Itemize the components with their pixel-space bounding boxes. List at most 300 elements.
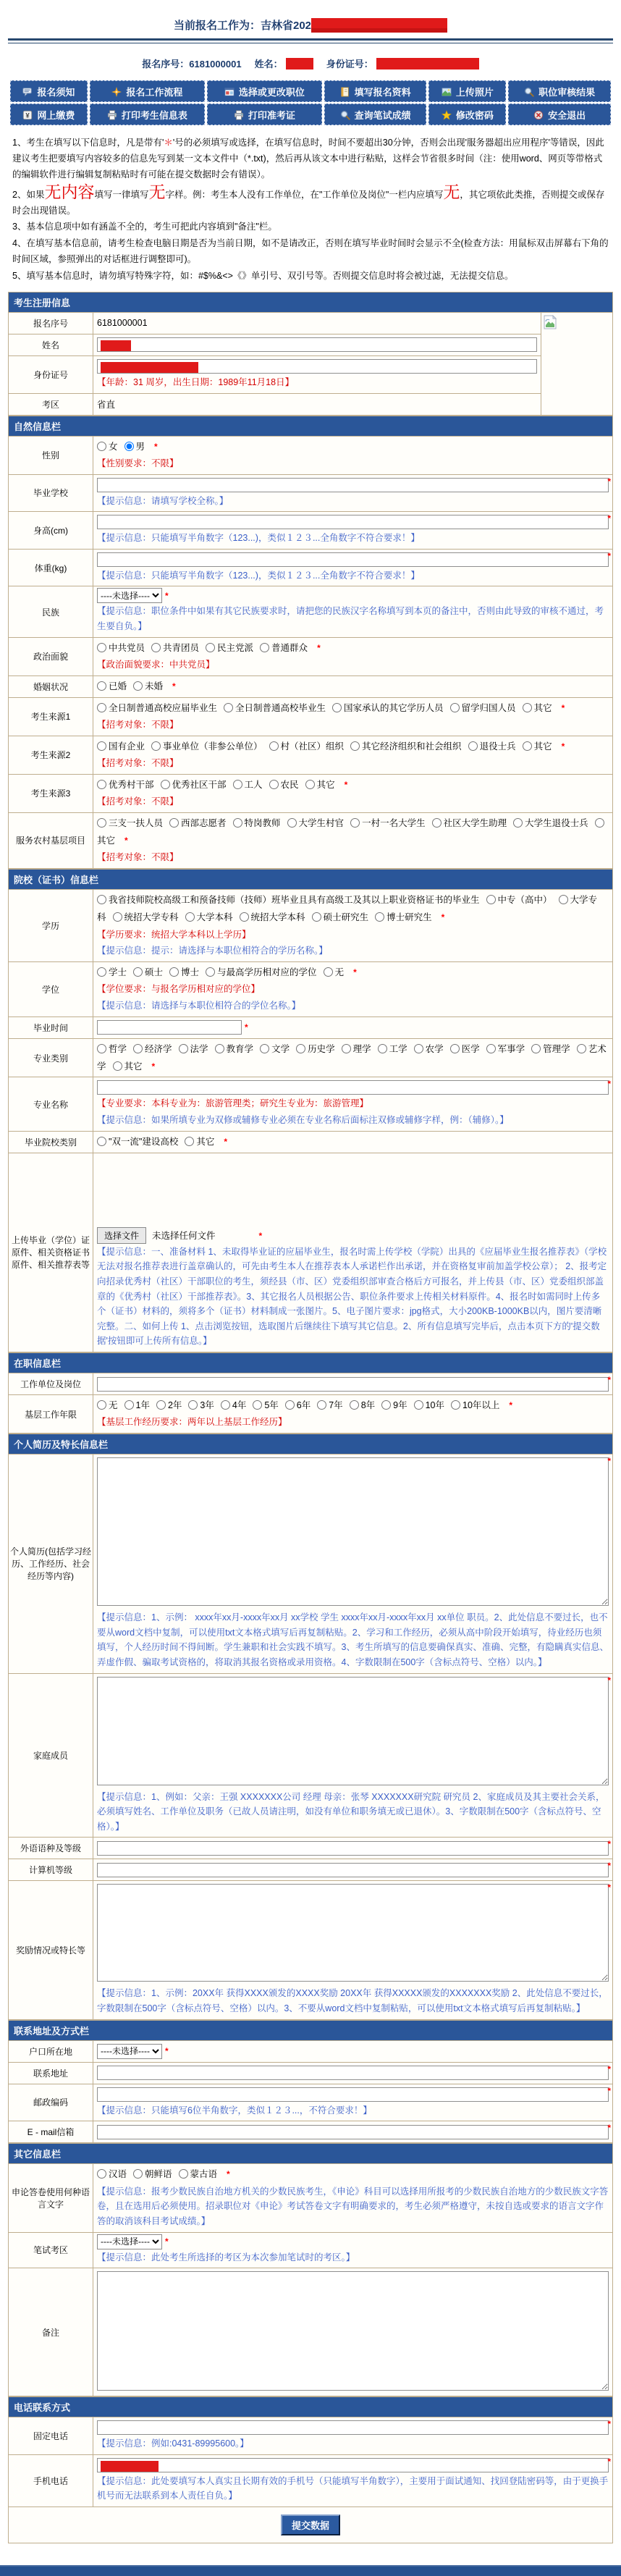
form-row — [9, 1373, 613, 1395]
field-hint: 【基层工作经历要求：两年以上基层工作经历】 — [97, 1417, 287, 1428]
radio-input[interactable] — [179, 1044, 188, 1053]
radio-input[interactable] — [206, 643, 215, 652]
radio-input[interactable] — [595, 818, 604, 828]
nav-row — [10, 104, 611, 125]
required-asterisk: * — [509, 1400, 513, 1410]
radio-option[interactable] — [468, 741, 516, 752]
radio-option[interactable] — [169, 818, 227, 828]
nav-print-ticket[interactable] — [207, 104, 322, 125]
field-label: 服务农村基层项目 — [9, 812, 93, 868]
radio-group — [97, 643, 314, 653]
yen-icon — [22, 110, 33, 121]
radio-label: 退役士兵 — [479, 741, 516, 752]
field-cell — [93, 962, 613, 1017]
radio-option[interactable] — [97, 442, 118, 452]
radio-input[interactable] — [161, 780, 170, 789]
form-row — [9, 2268, 613, 2396]
radio-input[interactable] — [97, 1400, 106, 1410]
radio-label: 西部志愿者 — [181, 817, 227, 828]
field-hint: 【提示信息：例如:0431-89995600。】 — [97, 2438, 249, 2449]
form-row — [9, 312, 613, 334]
field-label: 申论答卷使用何种语言文字 — [9, 2164, 93, 2232]
radio-input[interactable] — [224, 703, 233, 712]
radio-option[interactable] — [161, 780, 227, 790]
radio-input[interactable] — [350, 1400, 359, 1410]
radio-option[interactable] — [179, 2169, 218, 2179]
radio-input[interactable] — [156, 1400, 166, 1410]
radio-input[interactable] — [233, 780, 242, 789]
input-wrap — [97, 515, 609, 529]
radio-group — [97, 967, 350, 977]
radio-option[interactable] — [185, 1137, 214, 1147]
radio-label: 蒙古语 — [190, 2169, 218, 2180]
photo-placeholder — [541, 312, 613, 415]
radio-input[interactable] — [296, 1044, 305, 1053]
input-wrap — [97, 337, 537, 352]
radio-option[interactable] — [269, 741, 345, 752]
radio-input[interactable] — [97, 681, 106, 691]
redaction-block — [101, 362, 198, 373]
form-row — [9, 2040, 613, 2062]
radio-option[interactable] — [324, 967, 345, 977]
field-cell — [93, 2164, 613, 2232]
instruction-text: 字样。例：考生本人没有工作单位，在"工作单位及岗位"一栏内应填写 — [165, 189, 444, 200]
text-input[interactable] — [97, 1020, 242, 1035]
radio-label: 管理学 — [543, 1043, 570, 1054]
radio-input[interactable] — [97, 780, 106, 789]
instruction-text: '号的必须填写或选择，在填写信息时，时间不要超出30分钟，否则会出现'服务器超出应用程序'等错误，因此建议考生把要填写内容较多的信息先写到某一文本文件中（*.txt)，然后再从该文本中进行粘贴，这样会节省很多时间（注：使用word、网页等带格式的编辑软件进行编辑复制粘贴时有可能在提交数据时会有错误）。 — [12, 138, 604, 180]
radio-input[interactable] — [240, 912, 249, 922]
radio-input[interactable] — [253, 1400, 262, 1410]
field-hint: 【学历要求：统招大学本科以上学历】 — [97, 929, 251, 940]
radio-input[interactable] — [97, 1137, 106, 1146]
radio-group — [97, 818, 607, 846]
required-asterisk: * — [151, 1061, 156, 1072]
field-hint: 【招考对象：不限】 — [97, 796, 179, 807]
radio-input[interactable] — [269, 780, 279, 789]
text-input[interactable] — [97, 2087, 609, 2102]
radio-option[interactable] — [296, 1044, 335, 1054]
required-asterisk: * — [607, 1882, 611, 1893]
field-label: 笔试考区 — [9, 2232, 93, 2268]
radio-option[interactable] — [179, 1044, 208, 1054]
field-hint: 【提示信息：1、示例： xxxx年xx月-xxxx年xx月 xx学校 学生 xxxx年xx月-xxxx年xx月 xx单位 职员。2、此处信息不要过长，也不要从word文档中复制，可以使用txt文本格式填写后再复制粘贴。2、学习和工作经历，必须从高中阶段开始填写，待业经历也须填写，个人经历时间不得间断。学生兼职和社会实践不填写。3、考生所填写的信息要确保真实、准确、完整，有隐瞒真实信息、弄虚作假、骗取考试资格的，将取消其报名资格或录用资格。4、字数限制在500字（含标点符号、空格）以内。】 — [97, 1612, 609, 1667]
text-input[interactable] — [97, 552, 609, 567]
radio-label: 硕士 — [145, 967, 164, 977]
radio-input[interactable] — [97, 818, 106, 828]
nav-query-score[interactable] — [324, 104, 427, 125]
radio-label: 9年 — [393, 1400, 407, 1410]
text-input[interactable] — [97, 478, 609, 492]
radio-option[interactable] — [531, 1044, 570, 1054]
radio-input[interactable] — [312, 912, 321, 922]
radio-input[interactable] — [317, 1400, 326, 1410]
radio-input[interactable] — [206, 967, 215, 977]
form-row — [9, 2084, 613, 2121]
textarea-input[interactable] — [97, 1884, 609, 1982]
radio-option[interactable] — [523, 741, 552, 752]
radio-option[interactable] — [381, 1400, 407, 1410]
radio-input[interactable] — [151, 643, 161, 652]
radio-option[interactable] — [350, 1400, 375, 1410]
radio-input[interactable] — [577, 1044, 586, 1053]
radio-label: 理学 — [352, 1043, 371, 1054]
textarea-input[interactable] — [97, 1457, 609, 1606]
radio-input[interactable] — [513, 818, 523, 828]
radio-option[interactable] — [233, 818, 281, 828]
radio-input[interactable] — [523, 703, 532, 712]
field-hint: 【性别要求：不限】 — [97, 458, 179, 468]
radio-group — [97, 780, 342, 790]
radio-input[interactable] — [97, 895, 106, 904]
radio-input[interactable] — [285, 1400, 295, 1410]
radio-option[interactable] — [221, 1400, 246, 1410]
radio-option[interactable] — [378, 1044, 407, 1054]
text-input[interactable] — [97, 1863, 609, 1877]
radio-input[interactable] — [432, 818, 442, 828]
section-header: 其它信息栏 — [9, 2144, 613, 2164]
radio-input[interactable] — [375, 912, 384, 922]
form-section-body — [9, 292, 613, 415]
form-row — [9, 2454, 613, 2506]
radio-input[interactable] — [185, 912, 195, 922]
radio-option[interactable] — [414, 1044, 444, 1054]
radio-option[interactable] — [133, 681, 163, 691]
text-input[interactable] — [97, 2458, 609, 2472]
input-wrap — [97, 1020, 242, 1035]
nav-label: 修改密码 — [455, 109, 494, 121]
radio-option[interactable] — [156, 1400, 182, 1410]
radio-option[interactable] — [133, 967, 163, 977]
nav-change-password[interactable] — [428, 104, 506, 125]
radio-label: 全日制普通高校毕业生 — [235, 702, 326, 713]
radio-input[interactable] — [381, 1400, 391, 1410]
file-status-text: 未选择任何文件 — [152, 1230, 216, 1241]
text-input[interactable] — [97, 1841, 609, 1856]
nav-menu — [8, 79, 613, 127]
radio-option[interactable] — [97, 780, 154, 790]
radio-option[interactable] — [97, 1044, 127, 1054]
radio-option[interactable] — [188, 1400, 214, 1410]
radio-label: 汉语 — [109, 2169, 127, 2180]
field-cell — [93, 1131, 613, 1153]
redaction-block — [101, 2461, 159, 2472]
nav-fill-info[interactable] — [324, 80, 427, 102]
radio-input[interactable] — [97, 442, 106, 451]
radio-option[interactable] — [97, 681, 127, 691]
radio-input[interactable] — [559, 895, 568, 904]
radio-option[interactable] — [151, 741, 263, 752]
nav-audit-result[interactable] — [508, 80, 611, 102]
radio-option[interactable] — [224, 703, 326, 713]
radio-option[interactable] — [97, 2169, 127, 2179]
radio-input[interactable] — [113, 912, 122, 922]
speech-bubble-icon — [22, 87, 33, 98]
text-input[interactable] — [97, 337, 537, 352]
nav-label: 查询笔试成绩 — [354, 109, 411, 121]
input-wrap — [97, 2087, 609, 2102]
radio-input[interactable] — [179, 2169, 188, 2179]
field-label: 个人简历(包括学习经历、工作经历、社会经历等内容) — [9, 1455, 93, 1674]
required-asterisk: * — [607, 1375, 611, 1385]
radio-input[interactable] — [233, 818, 242, 828]
radio-option[interactable] — [169, 967, 199, 977]
radio-option[interactable] — [285, 1400, 310, 1410]
radio-input[interactable] — [97, 967, 106, 977]
radio-option[interactable] — [124, 1400, 150, 1410]
radio-option[interactable] — [260, 1044, 290, 1054]
section-header-row — [9, 416, 613, 436]
nav-label: 职位审核结果 — [538, 86, 596, 98]
radio-option[interactable] — [486, 895, 552, 905]
radio-label: 三支一扶人员 — [109, 817, 164, 828]
radio-label: 优秀村干部 — [109, 779, 154, 790]
required-asterisk: * — [607, 1456, 611, 1466]
radio-option[interactable] — [124, 442, 145, 452]
radio-option[interactable] — [350, 818, 426, 828]
page-title — [8, 17, 613, 33]
radio-label: 大学专科 — [97, 895, 598, 923]
radio-label: 大学本科 — [196, 912, 233, 923]
radio-option[interactable] — [450, 1044, 480, 1054]
field-label: 身份证号 — [9, 355, 93, 393]
radio-option[interactable] — [287, 818, 345, 828]
textarea-input[interactable] — [97, 1677, 609, 1785]
radio-option[interactable] — [305, 780, 335, 790]
radio-option[interactable] — [332, 703, 444, 713]
reg-no-value: 6181000001 — [189, 59, 242, 70]
radio-input[interactable] — [133, 681, 143, 691]
radio-option[interactable] — [260, 643, 308, 653]
text-input[interactable] — [97, 2125, 609, 2139]
svg-text:¥: ¥ — [25, 111, 30, 119]
radio-option[interactable] — [151, 643, 199, 653]
radio-option[interactable] — [342, 1044, 371, 1054]
redaction-block — [286, 58, 313, 70]
radio-input[interactable] — [151, 741, 161, 751]
radio-input[interactable] — [97, 703, 106, 712]
field-cell — [93, 2084, 613, 2121]
radio-label: 事业单位（非参公单位） — [163, 741, 263, 752]
radio-input[interactable] — [215, 1044, 224, 1053]
radio-input[interactable] — [450, 1044, 460, 1053]
radio-option[interactable] — [206, 643, 253, 653]
text-input[interactable] — [97, 2420, 609, 2435]
nav-label: 安全退出 — [548, 109, 586, 121]
form-row — [9, 436, 613, 474]
radio-input[interactable] — [414, 1400, 423, 1410]
radio-option[interactable] — [97, 895, 480, 905]
input-wrap — [97, 359, 537, 374]
radio-label: 其它 — [533, 741, 552, 752]
required-asterisk: * — [165, 2046, 169, 2057]
field-cell — [93, 1673, 613, 1838]
radio-option[interactable] — [317, 1400, 342, 1410]
nav-row — [10, 80, 611, 102]
radio-option[interactable] — [513, 818, 588, 828]
radio-option[interactable] — [240, 912, 305, 922]
radio-input[interactable] — [260, 643, 269, 652]
candidate-info-line — [8, 56, 613, 70]
footer-bar — [0, 2565, 621, 2576]
field-cell — [93, 1016, 613, 1038]
required-asterisk: * — [258, 1230, 263, 1241]
field-label: 性别 — [9, 436, 93, 474]
radio-input[interactable] — [188, 1400, 198, 1410]
radio-option[interactable] — [523, 703, 552, 713]
radio-input[interactable] — [451, 1400, 460, 1410]
radio-option[interactable] — [450, 703, 516, 713]
dropdown[interactable] — [97, 2234, 162, 2249]
required-asterisk: * — [607, 2123, 611, 2134]
radio-input[interactable] — [97, 643, 106, 652]
required-asterisk: * — [607, 1675, 611, 1685]
radio-option[interactable] — [133, 2169, 172, 2179]
radio-input[interactable] — [450, 703, 460, 712]
radio-input[interactable] — [531, 1044, 541, 1053]
nav-notice[interactable] — [10, 80, 88, 102]
radio-option[interactable] — [451, 1400, 499, 1410]
radio-option[interactable] — [269, 780, 299, 790]
radio-input[interactable] — [468, 741, 478, 751]
radio-option[interactable] — [253, 1400, 278, 1410]
nav-upload-photo[interactable] — [428, 80, 506, 102]
radio-input[interactable] — [324, 967, 333, 977]
radio-option[interactable] — [97, 818, 163, 828]
field-cell — [93, 2454, 613, 2506]
radio-input[interactable] — [523, 741, 532, 751]
nav-online-pay[interactable] — [10, 104, 88, 125]
text-input[interactable] — [97, 1080, 609, 1095]
nav-print-info-form[interactable] — [90, 104, 205, 125]
radio-option[interactable] — [312, 912, 369, 922]
radio-input[interactable] — [350, 818, 360, 828]
radio-input[interactable] — [486, 1044, 496, 1053]
field-hint: 【年龄：31 周岁，出生日期：1989年11月18日】 — [97, 376, 295, 387]
field-label: 工作单位及岗位 — [9, 1373, 93, 1395]
required-asterisk: * — [607, 2419, 611, 2430]
radio-option[interactable] — [215, 1044, 254, 1054]
form-row — [9, 1838, 613, 1859]
field-cell — [93, 512, 613, 550]
radio-input[interactable] — [97, 741, 106, 751]
radio-input[interactable] — [133, 967, 143, 977]
nav-safe-logout[interactable] — [508, 104, 611, 125]
radio-input[interactable] — [169, 818, 179, 828]
radio-option[interactable] — [414, 1400, 444, 1410]
radio-input[interactable] — [169, 967, 179, 977]
section-header-row — [9, 1353, 613, 1373]
required-asterisk: * — [245, 1022, 248, 1033]
nav-choose-position[interactable] — [207, 80, 322, 102]
radio-option[interactable] — [97, 967, 127, 977]
radio-option[interactable] — [233, 780, 263, 790]
radio-input[interactable] — [332, 703, 342, 712]
radio-option[interactable] — [97, 703, 217, 713]
radio-option[interactable] — [432, 818, 507, 828]
choose-file-button[interactable]: 选择文件 — [97, 1227, 146, 1244]
radio-input[interactable] — [269, 741, 279, 751]
dropdown[interactable] — [97, 588, 162, 603]
form-row — [9, 586, 613, 637]
radio-label: 3年 — [200, 1400, 214, 1410]
radio-option[interactable] — [113, 912, 179, 922]
radio-option[interactable] — [185, 912, 233, 922]
textarea-input[interactable] — [97, 2271, 609, 2391]
radio-input[interactable] — [486, 895, 496, 904]
section-header-row — [9, 2144, 613, 2164]
radio-option[interactable] — [206, 967, 317, 977]
radio-input[interactable] — [305, 780, 315, 789]
radio-label: 其它经济组织和社会组织 — [362, 741, 462, 752]
notebook-icon — [340, 87, 350, 98]
nav-label: 报名工作流程 — [126, 86, 183, 98]
radio-input[interactable] — [97, 1044, 106, 1053]
radio-input[interactable] — [221, 1400, 230, 1410]
radio-input[interactable] — [185, 1137, 194, 1146]
field-label: 奖励情况或特长等 — [9, 1881, 93, 2019]
text-input[interactable] — [97, 1377, 609, 1392]
radio-option[interactable] — [97, 643, 145, 653]
nav-workflow[interactable] — [90, 80, 205, 102]
text-input[interactable] — [97, 515, 609, 529]
form-row — [9, 2121, 613, 2143]
radio-input[interactable] — [113, 1061, 122, 1071]
field-label: 外语语种及等级 — [9, 1838, 93, 1859]
radio-option[interactable] — [133, 1044, 172, 1054]
radio-option[interactable] — [97, 1137, 178, 1147]
radio-input[interactable] — [124, 1400, 134, 1410]
radio-label: 历史学 — [308, 1043, 335, 1054]
radio-input[interactable] — [133, 2169, 143, 2179]
form-row — [9, 2417, 613, 2455]
radio-input[interactable] — [414, 1044, 423, 1053]
radio-input[interactable] — [260, 1044, 269, 1053]
form-row — [9, 2507, 613, 2543]
text-input[interactable] — [97, 2063, 611, 2080]
radio-label: 农学 — [425, 1043, 444, 1054]
dropdown[interactable] — [97, 2044, 162, 2059]
radio-option[interactable] — [113, 1061, 143, 1072]
submit-button[interactable]: 提交数据 — [281, 2514, 340, 2535]
radio-input[interactable] — [124, 442, 134, 451]
radio-option[interactable] — [97, 1400, 118, 1410]
required-asterisk: * — [607, 476, 611, 487]
radio-input[interactable] — [378, 1044, 387, 1053]
field-hint: 【政治面貌要求：中共党员】 — [97, 660, 215, 670]
reg-no-label: 报名序号： — [142, 59, 190, 70]
radio-option[interactable] — [350, 741, 462, 752]
radio-label: 已婚 — [109, 681, 127, 691]
instruction-text: 无内容 — [44, 182, 95, 201]
radio-input[interactable] — [287, 818, 297, 828]
radio-option[interactable] — [486, 1044, 525, 1054]
radio-input[interactable] — [342, 1044, 351, 1053]
radio-group — [97, 1137, 221, 1147]
radio-option[interactable] — [375, 912, 432, 922]
field-cell — [93, 1373, 613, 1395]
instruction-text: 1、考生在填写以下信息时，凡是带有' — [12, 138, 164, 148]
radio-group — [97, 895, 597, 922]
radio-input[interactable] — [350, 741, 360, 751]
radio-label: 留学归国人员 — [461, 702, 516, 713]
radio-option[interactable] — [97, 741, 145, 752]
instruction-paragraph — [12, 269, 609, 285]
radio-input[interactable] — [133, 1044, 143, 1053]
input-wrap — [97, 1863, 609, 1877]
field-label: 邮政编码 — [9, 2084, 93, 2121]
radio-input[interactable] — [97, 2169, 106, 2179]
